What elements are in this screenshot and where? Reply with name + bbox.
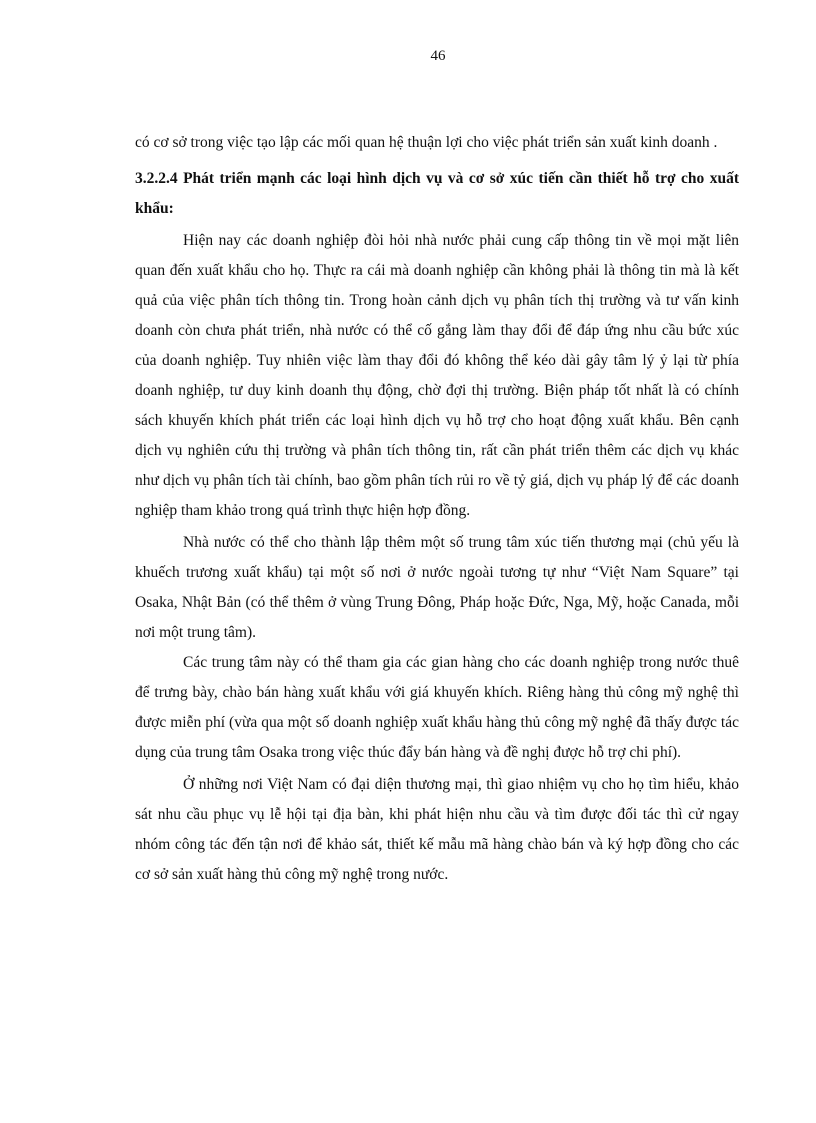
body-paragraph-4: Ở những nơi Việt Nam có đại diện thương mại, thì giao nhiệm vụ cho họ tìm hiểu, khảo sát nhu cầu phục vụ lễ hội tại địa bàn, khi phát hiện nhu cầu và tìm được đối tác thì cử ngay nhóm công tác đến tận nơi để khảo sát, thiết kế mẫu mã hàng chào bán và ký hợp đồng cho các cơ sở sản xuất hàng thủ công mỹ nghệ trong nước. xyxy=(135,776,739,883)
intro-paragraph: có cơ sở trong việc tạo lập các mối quan hệ thuận lợi cho việc phát triển sản xuất kinh doanh . xyxy=(135,134,718,151)
document-body xyxy=(135,128,739,890)
body-paragraph-1: Hiện nay các doanh nghiệp đòi hỏi nhà nước phải cung cấp thông tin về mọi mặt liên quan đến xuất khẩu cho họ. Thực ra cái mà doanh nghiệp cần không phải là thông tin mà là kết quả của việc phân tích thông tin. Trong hoàn cảnh dịch vụ phân tích thị trường và tư vấn kinh doanh còn chưa phát triển, nhà nước có thể cố gắng làm thay đổi để đáp ứng nhu cầu bức xúc của doanh nghiệp. Tuy nhiên việc làm thay đổi đó không thể kéo dài gây tâm lý ỷ lại từ phía doanh nghiệp, tư duy kinh doanh thụ động, chờ đợi thị trường. Biện pháp tốt nhất là có chính sách khuyến khích phát triển các loại hình dịch vụ hỗ trợ cho hoạt động xuất khẩu. Bên cạnh dịch vụ nghiên cứu thị trường và phân tích thông tin, rất cần phát triển thêm các dịch vụ khác như dịch vụ phân tích tài chính, bao gồm phân tích rủi ro về tỷ giá, dịch vụ pháp lý để các doanh nghiệp tham khảo trong quá trình thực hiện hợp đồng. xyxy=(135,232,739,519)
section-heading: 3.2.2.4 Phát triển mạnh các loại hình dịch vụ và cơ sở xúc tiến cần thiết hỗ trợ cho xuất khẩu: xyxy=(135,170,739,217)
body-paragraph-3: Các trung tâm này có thể tham gia các gian hàng cho các doanh nghiệp trong nước thuê để trưng bày, chào bán hàng xuất khẩu với giá khuyến khích. Riêng hàng thủ công mỹ nghệ thì được miễn phí (vừa qua một số doanh nghiệp xuất khẩu hàng thủ công mỹ nghệ đã thấy được tác dụng của trung tâm Osaka trong việc thúc đẩy bán hàng và đề nghị được hỗ trợ chi phí). xyxy=(135,654,739,761)
body-paragraph-2: Nhà nước có thể cho thành lập thêm một số trung tâm xúc tiến thương mại (chủ yếu là khuếch trương xuất khẩu) tại một số nơi ở nước ngoài tương tự như “Việt Nam Square” tại Osaka, Nhật Bản (có thể thêm ở vùng Trung Đông, Pháp hoặc Đức, Nga, Mỹ, hoặc Canada, mỗi nơi một trung tâm). xyxy=(135,534,739,641)
page-number: 46 xyxy=(430,48,446,64)
